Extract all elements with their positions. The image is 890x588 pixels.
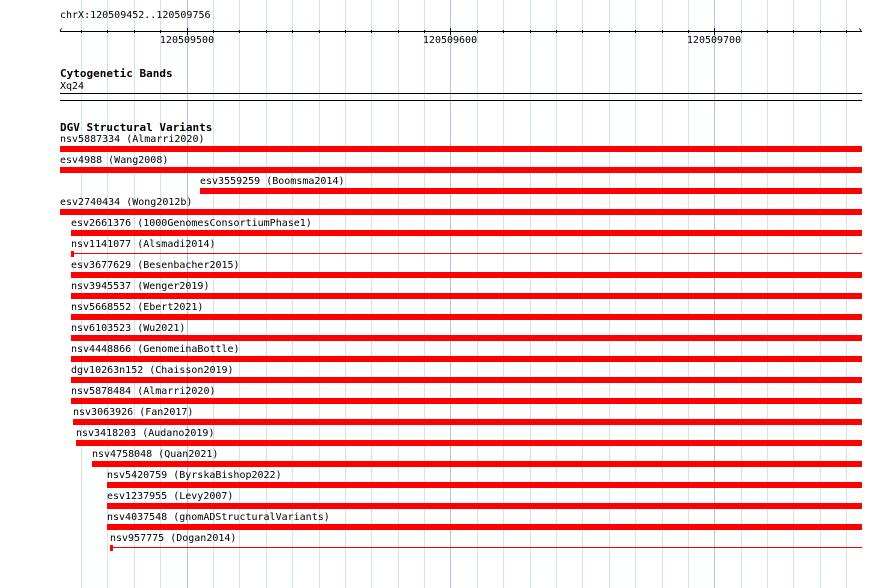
variant-bar[interactable]: [107, 524, 862, 530]
variant-bar[interactable]: [71, 377, 862, 383]
dgv-track-title[interactable]: DGV Structural Variants: [60, 121, 213, 134]
ruler-tick: [319, 30, 320, 33]
variant-row-line: [60, 211, 862, 212]
variant-row-line: [71, 379, 862, 380]
variant-bar[interactable]: [200, 188, 862, 194]
ruler-tick: [134, 30, 135, 33]
variant-row-line: [110, 547, 862, 548]
variant-row-line: [73, 421, 862, 422]
variant-row-line: [71, 337, 862, 338]
variant-label[interactable]: nsv3063926 (Fan2017): [73, 407, 194, 418]
variant-row-line: [71, 274, 862, 275]
variant-row-line: [71, 232, 862, 233]
ruler-tick: [187, 28, 188, 35]
ruler-tick: [662, 30, 663, 33]
variant-row-line: [71, 358, 862, 359]
variant-row-line: [107, 484, 862, 485]
ruler-tick: [292, 30, 293, 33]
ruler-tick: [81, 30, 82, 33]
variant-row-line: [71, 253, 862, 254]
ruler-tick: [767, 30, 768, 33]
variant-label[interactable]: nsv4758048 (Quan2021): [92, 449, 219, 460]
ruler-tick: [846, 30, 847, 33]
ruler-tick: [530, 30, 531, 33]
ruler-tick: [371, 30, 372, 33]
variant-label[interactable]: nsv6103523 (Wu2021): [71, 323, 186, 334]
region-coordinate-label: chrX:120509452..120509756: [60, 10, 211, 21]
variant-bar[interactable]: [71, 230, 862, 236]
variant-row-line: [71, 316, 862, 317]
ruler-tick: [688, 30, 689, 33]
variant-row-line: [60, 169, 862, 170]
ruler-tick: [556, 30, 557, 33]
cytoband-track-title[interactable]: Cytogenetic Bands: [60, 67, 173, 80]
ruler-tick: [266, 30, 267, 33]
ruler-tick: [213, 30, 214, 33]
ruler-tick-label: 120509600: [422, 35, 478, 46]
ruler-tick-label: 120509700: [686, 35, 742, 46]
cytoband-band-top: [60, 93, 862, 94]
variant-label[interactable]: nsv5878484 (Almarri2020): [71, 386, 216, 397]
variant-label[interactable]: nsv4448866 (GenomeinaBottle): [71, 344, 240, 355]
variant-row-line: [71, 295, 862, 296]
variant-label[interactable]: esv1237955 (Levy2007): [107, 491, 234, 502]
variant-label[interactable]: esv2740434 (Wong2012b): [60, 197, 193, 208]
variant-bar[interactable]: [71, 272, 862, 278]
variant-row-line: [107, 526, 862, 527]
variant-bar[interactable]: [107, 503, 862, 509]
ruler-tick-label: 120509500: [159, 35, 215, 46]
variant-label[interactable]: esv2661376 (1000GenomesConsortiumPhase1): [71, 218, 312, 229]
variant-bar[interactable]: [60, 209, 862, 215]
scroll-right-arrow-icon[interactable]: ›: [857, 25, 864, 36]
variant-bar[interactable]: [110, 545, 113, 551]
variant-label[interactable]: nsv5420759 (ByrskaBishop2022): [107, 470, 282, 481]
scroll-left-arrow-icon[interactable]: ‹: [58, 25, 65, 36]
ruler-tick: [820, 30, 821, 33]
ruler-tick: [398, 30, 399, 33]
variant-bar[interactable]: [60, 167, 862, 173]
variant-bar[interactable]: [71, 293, 862, 299]
variant-bar[interactable]: [60, 146, 862, 152]
variant-bar[interactable]: [73, 419, 862, 425]
ruler-tick: [582, 30, 583, 33]
ruler-tick: [424, 30, 425, 33]
variant-row-line: [60, 148, 862, 149]
cytoband-label: Xq24: [60, 81, 85, 92]
variant-bar[interactable]: [92, 461, 862, 467]
variant-bar[interactable]: [71, 251, 74, 257]
variant-label[interactable]: nsv1141077 (Alsmadi2014): [71, 239, 216, 250]
ruler-tick: [793, 30, 794, 33]
variant-bar[interactable]: [71, 335, 862, 341]
ruler-tick: [714, 28, 715, 35]
ruler-tick: [635, 30, 636, 33]
variant-label[interactable]: nsv5668552 (Ebert2021): [71, 302, 204, 313]
variant-bar[interactable]: [71, 356, 862, 362]
ruler-tick: [741, 30, 742, 33]
ruler-tick: [345, 30, 346, 33]
ruler-tick: [239, 30, 240, 33]
ruler-tick: [503, 30, 504, 33]
variant-label[interactable]: nsv3418203 (Audano2019): [76, 428, 215, 439]
variant-bar[interactable]: [71, 314, 862, 320]
variant-row-line: [71, 400, 862, 401]
variant-bar[interactable]: [107, 482, 862, 488]
variant-label[interactable]: nsv957775 (Dogan2014): [110, 533, 237, 544]
variant-label[interactable]: nsv3945537 (Wenger2019): [71, 281, 210, 292]
variant-label[interactable]: nsv4037548 (gnomADStructuralVariants): [107, 512, 330, 523]
variant-label[interactable]: esv3677629 (Besenbacher2015): [71, 260, 240, 271]
ruler-tick: [477, 30, 478, 33]
variant-row-line: [92, 463, 862, 464]
variant-label[interactable]: esv4988 (Wang2008): [60, 155, 169, 166]
variant-label[interactable]: esv3559259 (Boomsma2014): [200, 176, 345, 187]
variant-bar[interactable]: [71, 398, 862, 404]
variant-row-line: [200, 190, 862, 191]
ruler-tick: [609, 30, 610, 33]
ruler-tick: [107, 30, 108, 33]
ruler-tick: [450, 28, 451, 35]
ruler-tick: [160, 30, 161, 33]
variant-label[interactable]: nsv5887334 (Almarri2020): [60, 134, 205, 145]
variant-row-line: [76, 442, 862, 443]
cytoband-band-bottom: [60, 100, 862, 101]
variant-row-line: [107, 505, 862, 506]
variant-bar[interactable]: [76, 440, 862, 446]
variant-label[interactable]: dgv10263n152 (Chaisson2019): [71, 365, 234, 376]
